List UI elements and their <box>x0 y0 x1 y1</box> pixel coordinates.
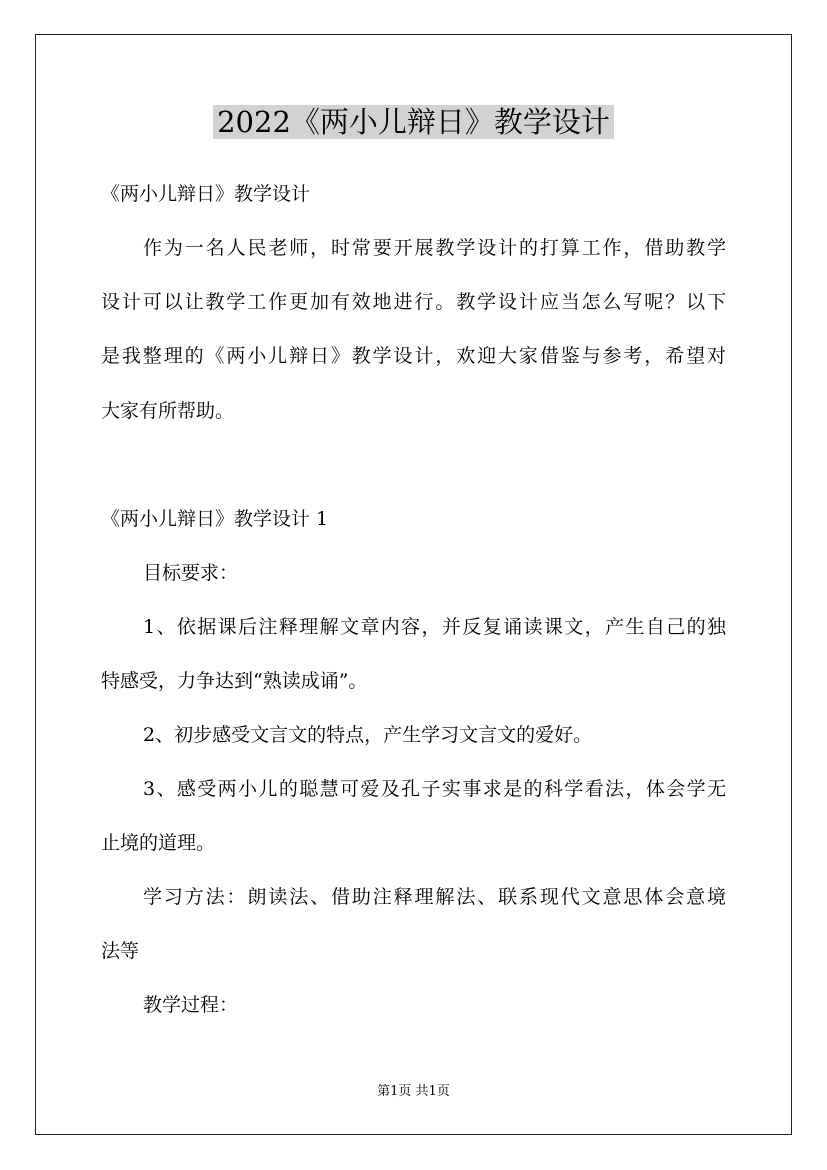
goal-2: 2、初步感受文言文的特点，产生学习文言文的爱好。 <box>143 724 593 746</box>
subtitle: 《两小儿辩日》教学设计 <box>101 183 311 205</box>
methods-line-1: 学习方法：朗读法、借助注释理解法、联系现代文意思体会意境 <box>143 886 726 908</box>
intro-line-2: 设计可以让教学工作更加有效地进行。教学设计应当怎么写呢？以下 <box>101 291 726 313</box>
intro-line-4: 大家有所帮助。 <box>101 400 235 422</box>
intro-line-1: 作为一名人民老师，时常要开展教学设计的打算工作，借助教学 <box>143 237 726 259</box>
intro-line-3: 是我整理的《两小儿辩日》教学设计，欢迎大家借鉴与参考，希望对 <box>101 345 726 367</box>
goal-1-line-1: 1、依据课后注释理解文章内容，并反复诵读课文，产生自己的独 <box>143 616 726 638</box>
process-label: 教学过程： <box>143 994 239 1016</box>
section-heading: 《两小儿辩日》教学设计 1 <box>101 508 329 530</box>
document-title: 2022《两小儿辩日》教学设计 <box>0 100 827 144</box>
goal-1-line-2: 特感受，力争达到“熟读成诵”。 <box>101 670 368 692</box>
goal-3-line-2: 止境的道理。 <box>101 832 216 854</box>
goal-3-line-1: 3、感受两小儿的聪慧可爱及孔子实事求是的科学看法，体会学无 <box>143 778 726 800</box>
goals-label: 目标要求： <box>143 562 239 584</box>
page-footer: 第1页 共1页 <box>377 1084 450 1099</box>
methods-line-2: 法等 <box>101 940 140 962</box>
